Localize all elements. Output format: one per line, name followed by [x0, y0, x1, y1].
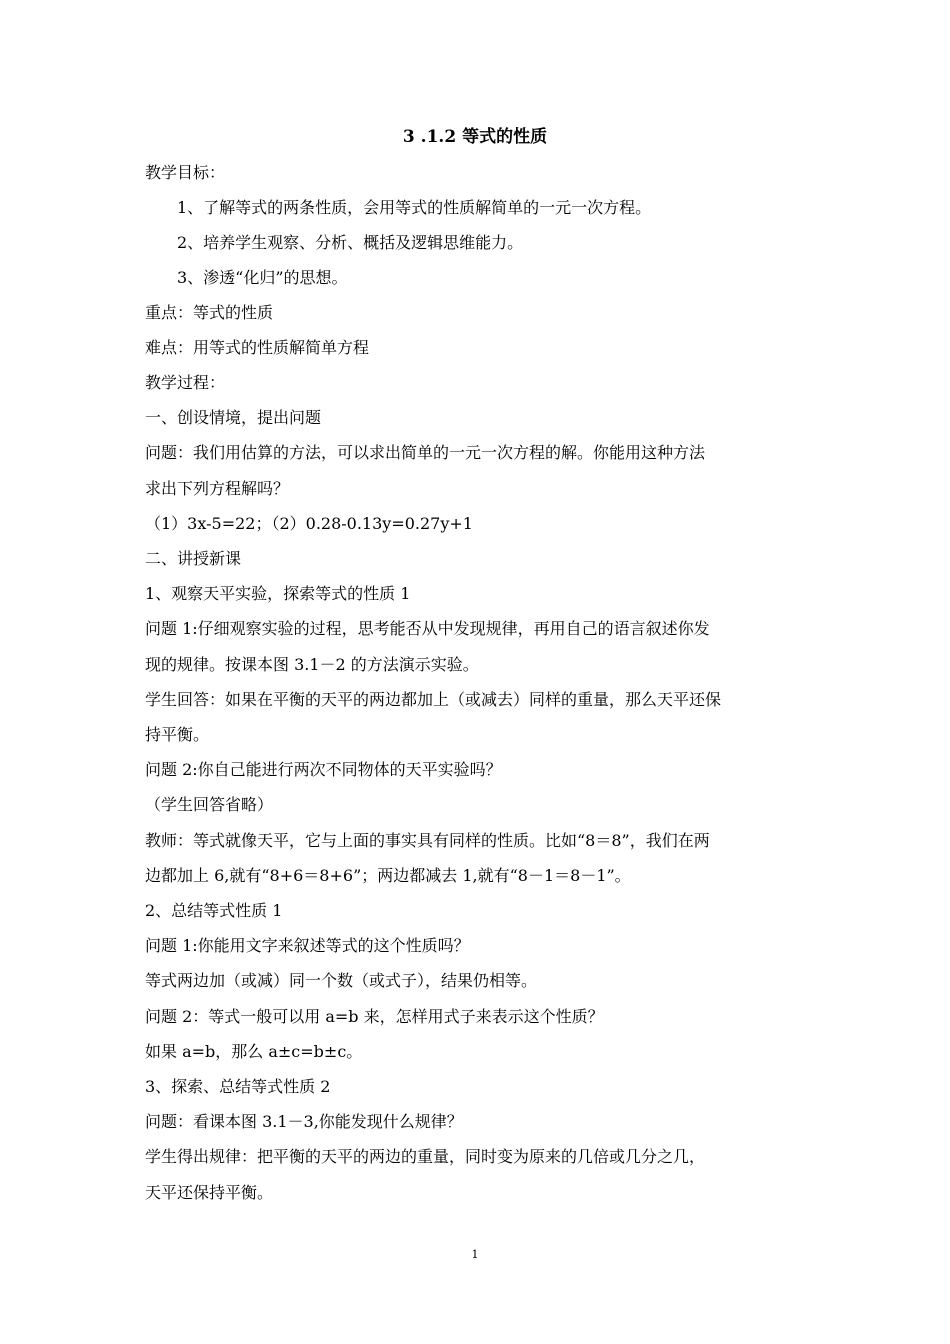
text-line-formula: 如果 a=b，那么 a±c=b±c。	[145, 1042, 363, 1061]
text-line-question-2b: 问题 2：等式一般可以用 a=b 来，怎样用式子来表示这个性质？	[145, 1007, 604, 1026]
text-line-question-cont: 求出下列方程解吗？	[145, 479, 290, 498]
text-line-student-rule: 学生得出规律：把平衡的天平的两边的重量，同时变为原来的几倍或几分之几，	[145, 1147, 706, 1166]
text-line-subsection-2: 2、总结等式性质 1	[145, 901, 283, 920]
text-line-difficulty: 难点：用等式的性质解简单方程	[145, 338, 370, 357]
text-line-student-rule-cont: 天平还保持平衡。	[145, 1183, 274, 1202]
text-line-student-answer: 学生回答：如果在平衡的天平的两边都加上（或减去）同样的重量，那么天平还保	[145, 690, 722, 709]
text-line-question-1: 问题 1:仔细观察实验的过程，思考能否从中发现规律，再用自己的语言叙述你发	[145, 619, 710, 638]
text-line-subsection-3: 3、探索、总结等式性质 2	[145, 1077, 331, 1096]
text-line-teacher: 教师：等式就像天平，它与上面的事实具有同样的性质。比如“8＝8”，我们在两	[145, 831, 710, 850]
text-line-goal-2: 2、培养学生观察、分析、概括及逻辑思维能力。	[177, 233, 524, 252]
text-line-question: 问题：我们用估算的方法，可以求出简单的一元一次方程的解。你能用这种方法	[145, 443, 706, 462]
text-line-section-1: 一、创设情境，提出问题	[145, 408, 322, 427]
text-line-teaching-process: 教学过程：	[145, 373, 226, 392]
text-line-question-2: 问题 2:你自己能进行两次不同物体的天平实验吗？	[145, 760, 502, 779]
text-line-answer-omitted: （学生回答省略）	[145, 795, 274, 814]
page-number: 1	[471, 1248, 479, 1261]
text-line-question-1-cont: 现的规律。按课本图 3.1－2 的方法演示实验。	[145, 655, 479, 674]
document-title: 3 .1.2 等式的性质	[402, 127, 548, 147]
text-line-teaching-goals: 教学目标：	[145, 163, 226, 182]
text-line-property-1: 等式两边加（或减）同一个数（或式子），结果仍相等。	[145, 971, 538, 990]
text-line-section-2: 二、讲授新课	[145, 549, 242, 568]
text-line-teacher-cont: 边都加上 6,就有“8+6＝8+6”；两边都减去 1,就有“8－1＝8－1”。	[145, 866, 631, 885]
text-line-goal-3: 3、渗透“化归”的思想。	[177, 268, 348, 287]
text-line-equations: （1）3x-5=22；（2）0.28-0.13y=0.27y+1	[145, 514, 473, 533]
text-line-student-answer-cont: 持平衡。	[145, 725, 210, 744]
text-line-question-3: 问题：看课本图 3.1－3,你能发现什么规律？	[145, 1112, 463, 1131]
text-line-question-1b: 问题 1:你能用文字来叙述等式的这个性质吗？	[145, 936, 470, 955]
text-line-goal-1: 1、了解等式的两条性质，会用等式的性质解简单的一元一次方程。	[177, 198, 652, 217]
text-line-subsection-1: 1、观察天平实验，探索等式的性质 1	[145, 584, 411, 603]
text-line-key-point: 重点：等式的性质	[145, 303, 274, 322]
